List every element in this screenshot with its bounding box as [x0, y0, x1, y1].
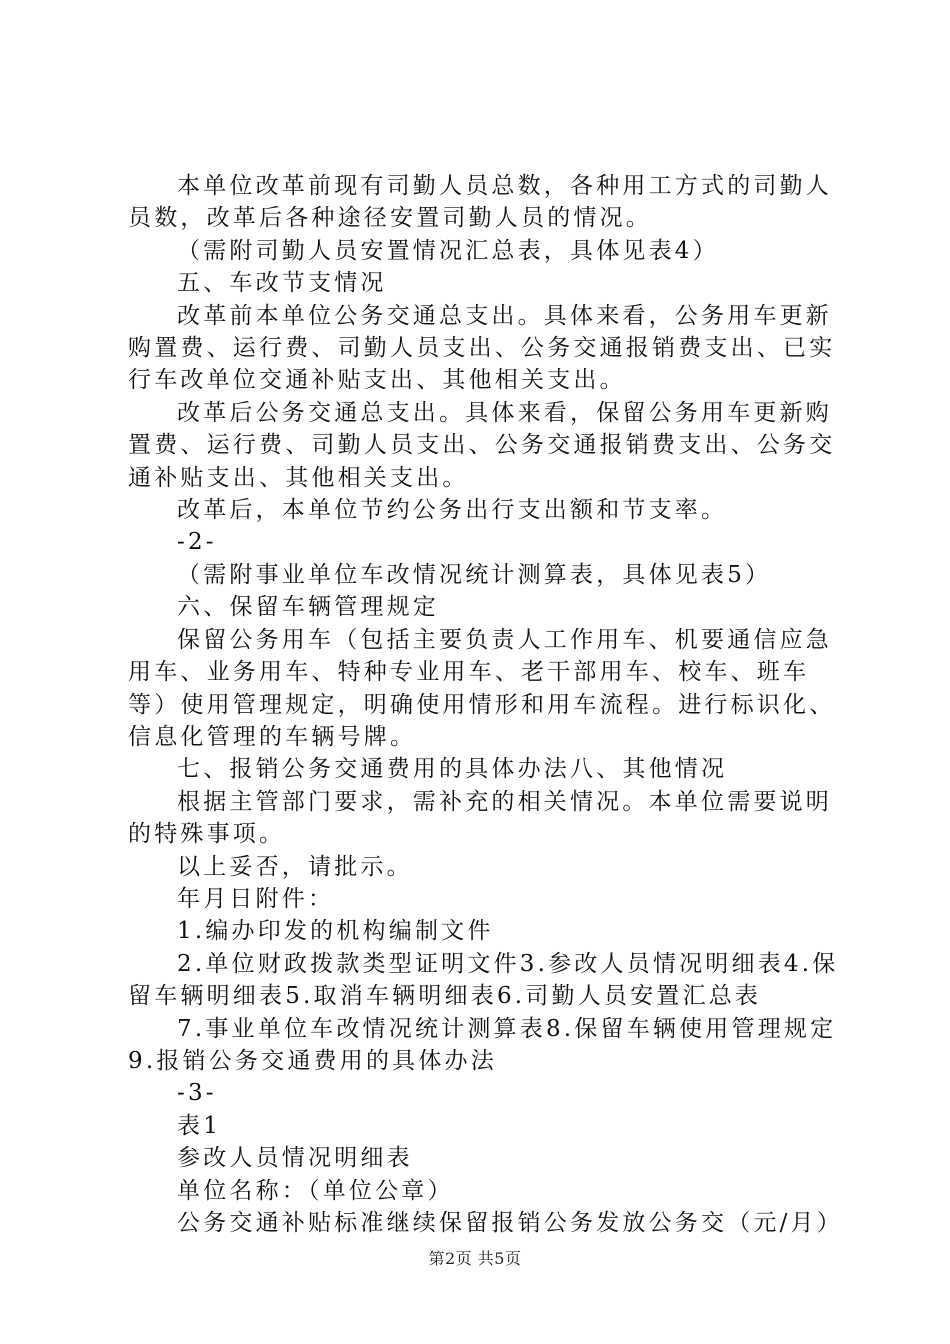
body-line: 本单位改革前现有司勤人员总数，各种用工方式的司勤人 [177, 173, 832, 199]
page-footer: 第2页 共5页 [428, 1249, 522, 1268]
section-heading: 五、车改节支情况 [177, 270, 387, 297]
table-header-line: 公务交通补贴标准继续保留报销公务发放公务交（元/月） [177, 1210, 843, 1236]
body-line: 以上妥否，请批示。 [177, 853, 413, 880]
body-line: （需附事业单位车改情况统计测算表，具体见表5） [177, 561, 772, 588]
section-heading: 七、报销公务交通费用的具体办法八、其他情况 [177, 756, 728, 783]
table-label: 表1 [177, 1112, 222, 1139]
attachment-item: 9.报销公务交通费用的具体办法 [128, 1047, 497, 1074]
body-line: 根据主管部门要求，需补充的相关情况。本单位需要说明 [177, 788, 832, 815]
page-marker: -2- [177, 529, 217, 556]
body-line: 通补贴支出、其他相关支出。 [128, 464, 469, 491]
body-line: （需附司勤人员安置情况汇总表，具体见表4） [177, 237, 719, 264]
body-line: 保留公务用车（包括主要负责人工作用车、机要通信应急 [177, 626, 832, 653]
body-line: 改革后公务交通总支出。具体来看，保留公务用车更新购 [177, 399, 832, 426]
page-marker: -3- [177, 1080, 217, 1107]
attachment-item: 1.编办印发的机构编制文件 [177, 918, 494, 945]
section-heading: 六、保留车辆管理规定 [177, 594, 439, 621]
attachment-item: 2.单位财政拨款类型证明文件3.参改人员情况明细表4.保 [177, 950, 839, 977]
attachment-item: 留车辆明细表5.取消车辆明细表6.司勤人员安置汇总表 [128, 983, 762, 1010]
body-line: 用车、业务用车、特种专业用车、老干部用车、校车、班车 [128, 659, 810, 686]
body-line: 改革后，本单位节约公务出行支出额和节支率。 [177, 497, 728, 524]
attachment-item: 7.事业单位车改情况统计测算表8.保留车辆使用管理规定 [177, 1015, 837, 1042]
body-line: 改革前本单位公务交通总支出。具体来看，公务用车更新 [177, 302, 832, 329]
body-line: 信息化管理的车辆号牌。 [128, 723, 417, 750]
table-title: 参改人员情况明细表 [177, 1145, 413, 1172]
body-line: 购置费、运行费、司勤人员支出、公务交通报销费支出、已实 [128, 335, 836, 362]
unit-name-line: 单位名称：（单位公章） [177, 1177, 454, 1204]
body-line: 员数，改革后各种途径安置司勤人员的情况。 [128, 205, 652, 232]
body-line: 行车改单位交通补贴支出、其他相关支出。 [128, 367, 626, 394]
body-line: 的特殊事项。 [128, 821, 286, 848]
body-line: 等）使用管理规定，明确使用情形和用车流程。进行标识化、 [128, 691, 836, 718]
body-line: 年月日附件： [177, 885, 335, 912]
document-body [128, 170, 843, 1239]
body-line: 置费、运行费、司勤人员支出、公务交通报销费支出、公务交 [128, 432, 836, 459]
